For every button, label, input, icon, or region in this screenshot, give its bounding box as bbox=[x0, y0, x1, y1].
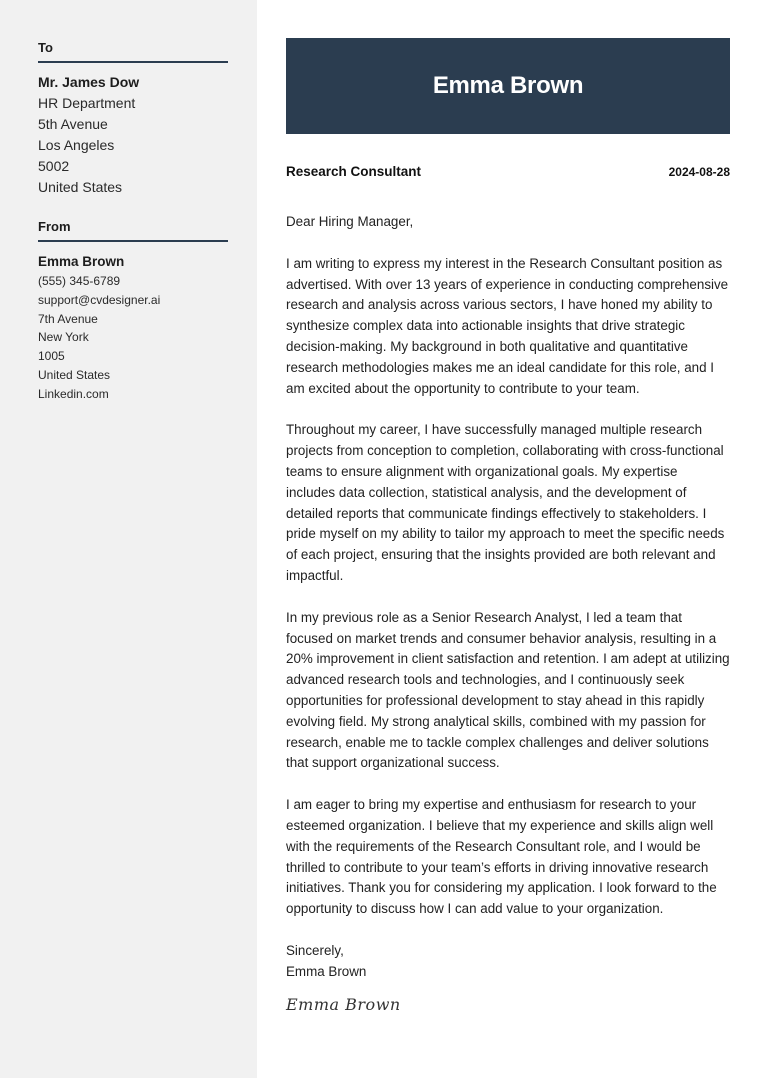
letter-meta bbox=[286, 164, 730, 179]
sender-city: New York bbox=[38, 330, 89, 345]
recipient-city: Los Angeles bbox=[38, 137, 115, 153]
sender-email: support@cvdesigner.ai bbox=[38, 292, 161, 307]
sender-phone: (555) 345-6789 bbox=[38, 274, 121, 288]
recipient-name: Mr. James Dow bbox=[38, 74, 140, 90]
sender-name: Emma Brown bbox=[38, 254, 125, 269]
paragraph-3: In my previous role as a Senior Research Analyst, I led a team that focused on market trends and consumer behavior analysis, resulting in a 20% improvement in client satisfaction and retention. I am adept at utilizing advanced research tools and technologies, and I continuously seek opportunities for professional development to stay ahead in this rapidly evolving field. My strong analytical skills, combined with my passion for research, enable me to tackle complex challenges and deliver solutions that support organizational success. bbox=[286, 609, 730, 771]
sender-postal-code: 1005 bbox=[38, 349, 65, 364]
paragraph-1: I am writing to express my interest in the Research Consultant position as advertised. With over 13 years of experience in conducting comprehensive research and analysis across various sectors, I have honed my ability to synthesize complex data into actionable insights that drive strategic decision-making. My background in both qualitative and quantitative research methodologies makes me an ideal candidate for this role, and I am excited about the opportunity to contribute to your team. bbox=[286, 255, 729, 396]
recipient-street: 5th Avenue bbox=[38, 116, 108, 132]
recipient-heading: To bbox=[38, 40, 228, 63]
paragraph-2: Throughout my career, I have successfully managed multiple research projects from conception to completion, collaborating with cross-functional teams to ensure alignment with organizational goals. My expertise includes data collection, statistical analysis, and the development of detailed reports that communicate findings effectively to stakeholders. I pride myself on my ability to tailor my approach to meet the specific needs of each project, ensuring that the insights provided are both relevant and impactful. bbox=[286, 422, 725, 583]
greeting: Dear Hiring Manager, bbox=[286, 214, 414, 229]
applicant-name: Emma Brown bbox=[432, 72, 584, 99]
paragraph-4: I am eager to bring my expertise and enthusiasm for research to your esteemed organization. I believe that my experience and skills align well with the requirements of the Research Consultant role, and I would be thrilled to contribute to your team’s efforts in driving innovative research initiatives. Thank you for considering my application. I look forward to the opportunity to discuss how I can add value to your organization. bbox=[286, 797, 717, 917]
sender-street: 7th Avenue bbox=[38, 311, 98, 326]
letter-date: 2024-08-28 bbox=[668, 165, 730, 179]
signature: Emma Brown bbox=[286, 995, 401, 1014]
closing-name: Emma Brown bbox=[286, 963, 367, 979]
sender-country: United States bbox=[38, 367, 111, 382]
recipient-section bbox=[38, 40, 228, 198]
sender-linkedin: Linkedin.com bbox=[38, 386, 109, 401]
recipient-postal-code: 5002 bbox=[38, 158, 70, 174]
sender-heading: From bbox=[38, 219, 228, 242]
recipient-department: HR Department bbox=[38, 95, 136, 111]
name-banner bbox=[286, 38, 730, 134]
recipient-country: United States bbox=[38, 179, 123, 195]
job-title: Research Consultant bbox=[286, 164, 422, 179]
sidebar bbox=[0, 0, 257, 1078]
letter-body bbox=[286, 212, 730, 983]
closing: Sincerely, bbox=[286, 942, 344, 958]
sender-section bbox=[38, 219, 228, 404]
